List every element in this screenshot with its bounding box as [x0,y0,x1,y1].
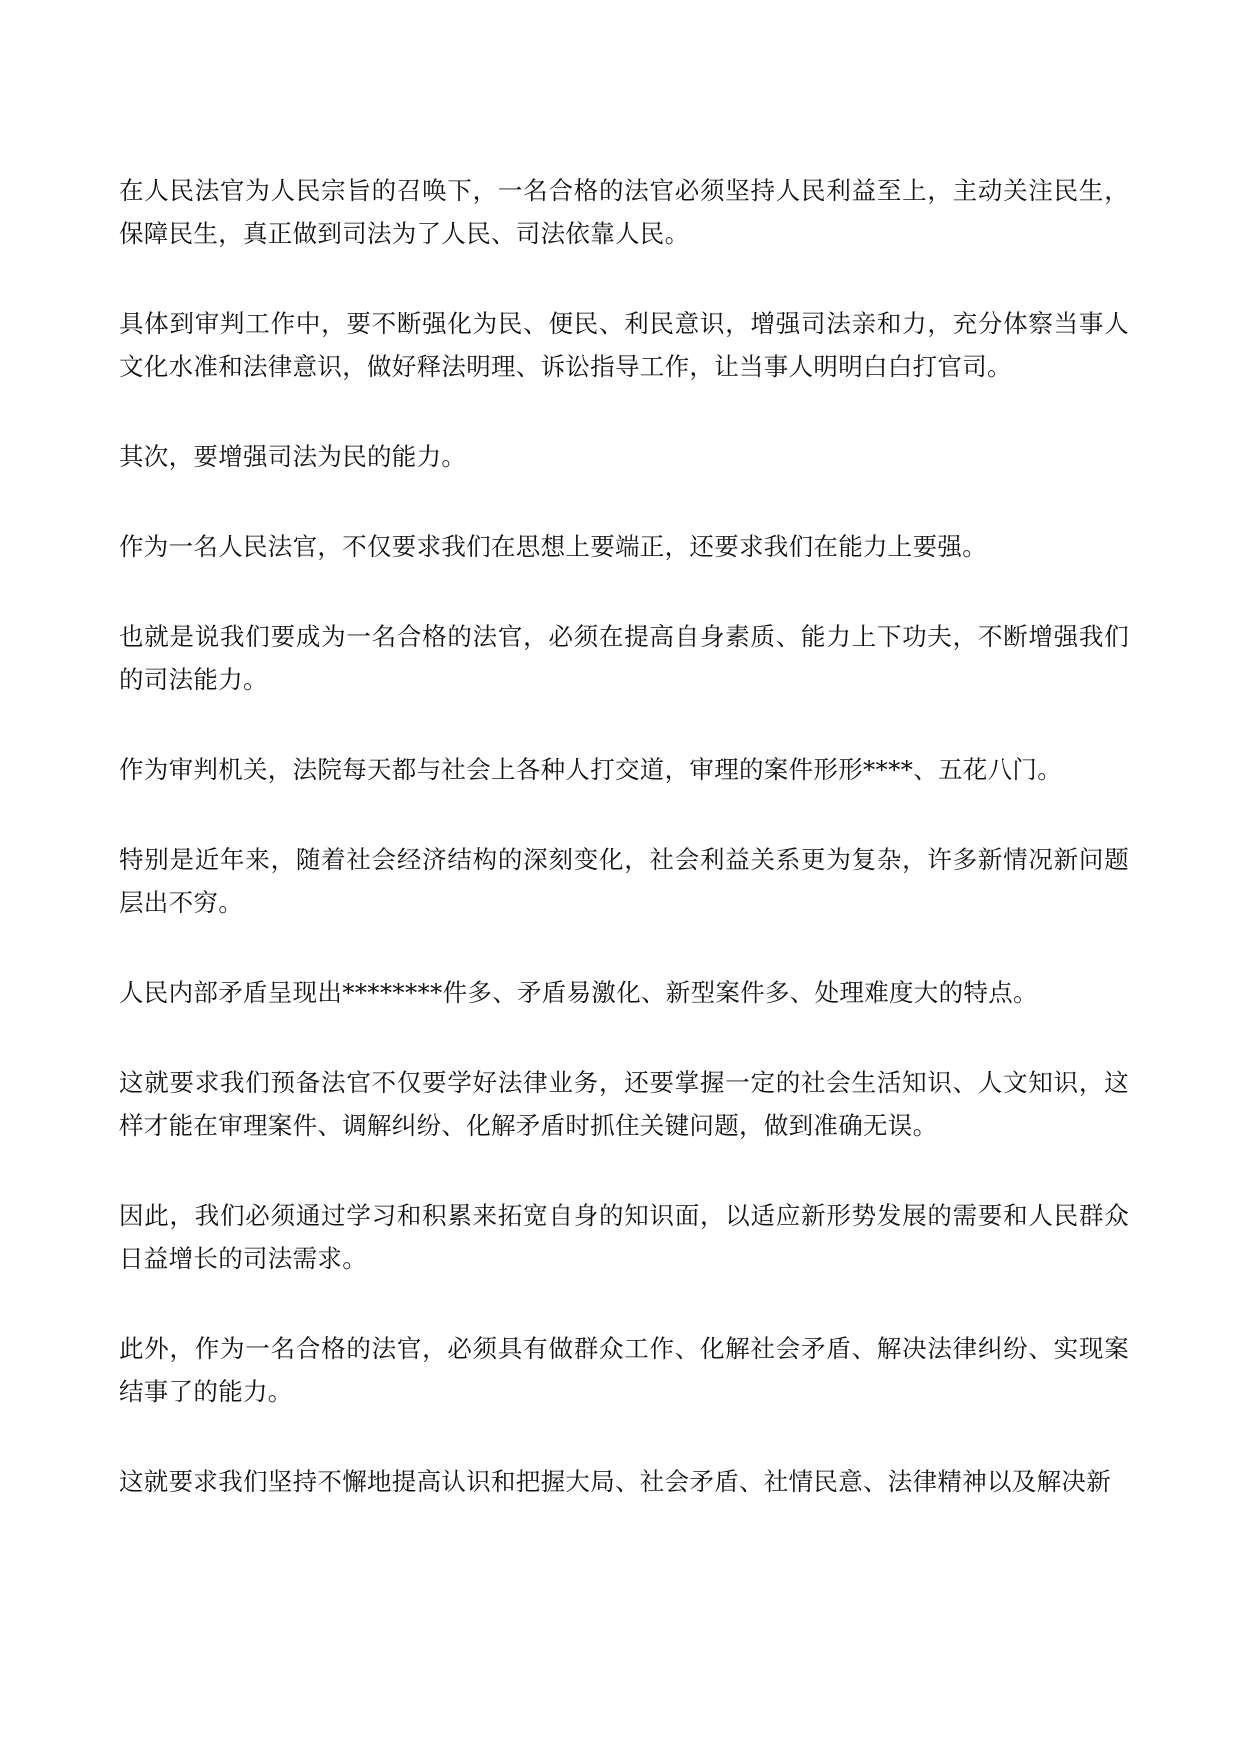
paragraph: 其次，要增强司法为民的能力。 [119,442,467,471]
document-body [119,169,1129,1503]
paragraph: 作为审判机关，法院每天都与社会上各种人打交道，审理的案件形形****、五花八门。 [119,755,1062,784]
paragraph: 特别是近年来，随着社会经济结构的深刻变化，社会利益关系更为复杂，许多新情况新问题层出不穷。 [119,845,1129,917]
paragraph: 这就要求我们坚持不懈地提高认识和把握大局、社会矛盾、社情民意、法律精神以及解决新 [119,1467,1111,1496]
paragraph: 因此，我们必须通过学习和积累来拓宽自身的知识面，以适应新形势发展的需要和人民群众日益增长的司法需求。 [119,1201,1129,1273]
paragraph: 作为一名人民法官，不仅要求我们在思想上要端正，还要求我们在能力上要强。 [119,532,987,561]
paragraph: 此外，作为一名合格的法官，必须具有做群众工作、化解社会矛盾、解决法律纠纷、实现案结事了的能力。 [119,1334,1129,1406]
paragraph: 具体到审判工作中，要不断强化为民、便民、利民意识，增强司法亲和力，充分体察当事人文化水准和法律意识，做好释法明理、诉讼指导工作，让当事人明明白白打官司。 [119,309,1129,381]
paragraph: 这就要求我们预备法官不仅要学好法律业务，还要掌握一定的社会生活知识、人文知识，这样才能在审理案件、调解纠纷、化解矛盾时抓住关键问题，做到准确无误。 [119,1068,1129,1140]
paragraph: 在人民法官为人民宗旨的召唤下，一名合格的法官必须坚持人民利益至上，主动关注民生，保障民生，真正做到司法为了人民、司法依靠人民。 [119,176,1129,248]
paragraph: 人民内部矛盾呈现出********件多、矛盾易激化、新型案件多、处理难度大的特点。 [119,978,1038,1007]
paragraph: 也就是说我们要成为一名合格的法官，必须在提高自身素质、能力上下功夫，不断增强我们的司法能力。 [119,622,1129,694]
